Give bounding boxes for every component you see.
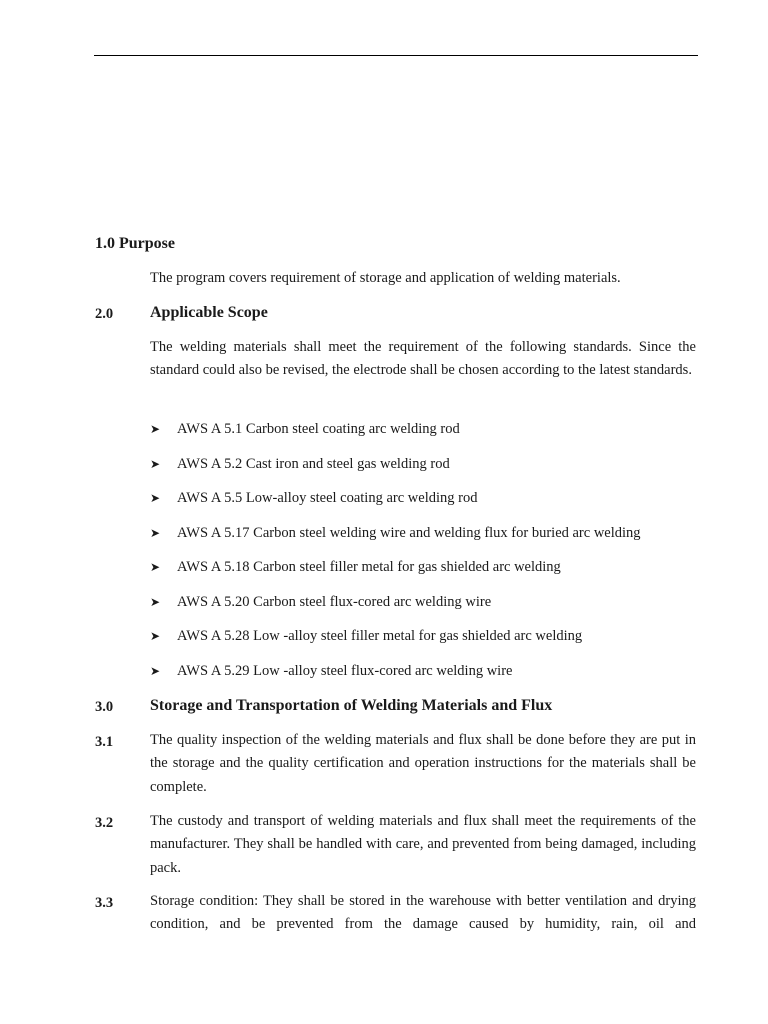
list-item xyxy=(150,661,641,696)
arrowhead-bullet-icon: ➤ xyxy=(150,456,161,471)
section-3-number: 3.0 xyxy=(95,699,114,715)
list-item-text: AWS A 5.1 Carbon steel coating arc welding rod xyxy=(177,421,460,437)
list-item-text: AWS A 5.28 Low -alloy steel filler metal for gas shielded arc welding xyxy=(177,628,583,644)
list-item xyxy=(150,419,641,454)
list-item-text: AWS A 5.5 Low-alloy steel coating arc welding rod xyxy=(177,490,478,506)
list-item xyxy=(150,523,641,558)
list-item-text: AWS A 5.20 Carbon steel flux-cored arc welding wire xyxy=(177,593,492,610)
list-item-text: AWS A 5.18 Carbon steel filler metal for gas shielded arc welding xyxy=(177,559,561,575)
subsection-3-3-number: 3.3 xyxy=(95,895,114,911)
standards-list xyxy=(150,419,641,695)
list-item xyxy=(150,454,641,489)
list-item xyxy=(150,592,641,627)
arrowhead-bullet-icon: ➤ xyxy=(150,422,161,436)
list-item xyxy=(150,626,641,661)
subsection-3-1-number: 3.1 xyxy=(95,734,114,750)
subsection-3-2-number: 3.2 xyxy=(95,815,114,831)
header-rule xyxy=(94,55,698,56)
list-item xyxy=(150,488,641,523)
section-2-text: The welding materials shall meet the requirement of the following standards. Since the standard could also be revised, the electrode shall be chosen according to the latest standards. xyxy=(150,339,696,379)
section-1-heading: 1.0 Purpose xyxy=(95,235,175,252)
list-item xyxy=(150,557,641,592)
arrowhead-bullet-icon: ➤ xyxy=(150,663,161,678)
list-item-text: AWS A 5.2 Cast iron and steel gas welding rod xyxy=(177,455,450,472)
section-3-title: Storage and Transportation of Welding Materials and Flux xyxy=(150,697,553,714)
subsection-3-2-text: The custody and transport of welding materials and flux shall meet the requirements of the manufacturer. They shall be handled with care, and prevented from being damaged, including pack. xyxy=(150,813,696,876)
arrowhead-bullet-icon: ➤ xyxy=(150,560,161,574)
list-item-text: AWS A 5.29 Low -alloy steel flux-cored arc welding wire xyxy=(177,662,513,679)
subsection-3-3-text: Storage condition: They shall be stored in the warehouse with better ventilation and drying condition, and be prevented from the damage caused by humidity, rain, oil and xyxy=(150,893,696,933)
arrowhead-bullet-icon: ➤ xyxy=(150,525,161,540)
arrowhead-bullet-icon: ➤ xyxy=(150,594,161,609)
arrowhead-bullet-icon: ➤ xyxy=(150,629,161,643)
section-2-title: Applicable Scope xyxy=(150,304,268,321)
arrowhead-bullet-icon: ➤ xyxy=(150,491,161,505)
subsection-3-1-text: The quality inspection of the welding materials and flux shall be done before they are put in the storage and the quality certification and operation instructions for the materials shall be complete. xyxy=(150,732,696,795)
section-1-text: The program covers requirement of storage and application of welding materials. xyxy=(150,270,621,286)
section-2-number: 2.0 xyxy=(95,306,114,322)
list-item-text: AWS A 5.17 Carbon steel welding wire and welding flux for buried arc welding xyxy=(177,524,641,541)
